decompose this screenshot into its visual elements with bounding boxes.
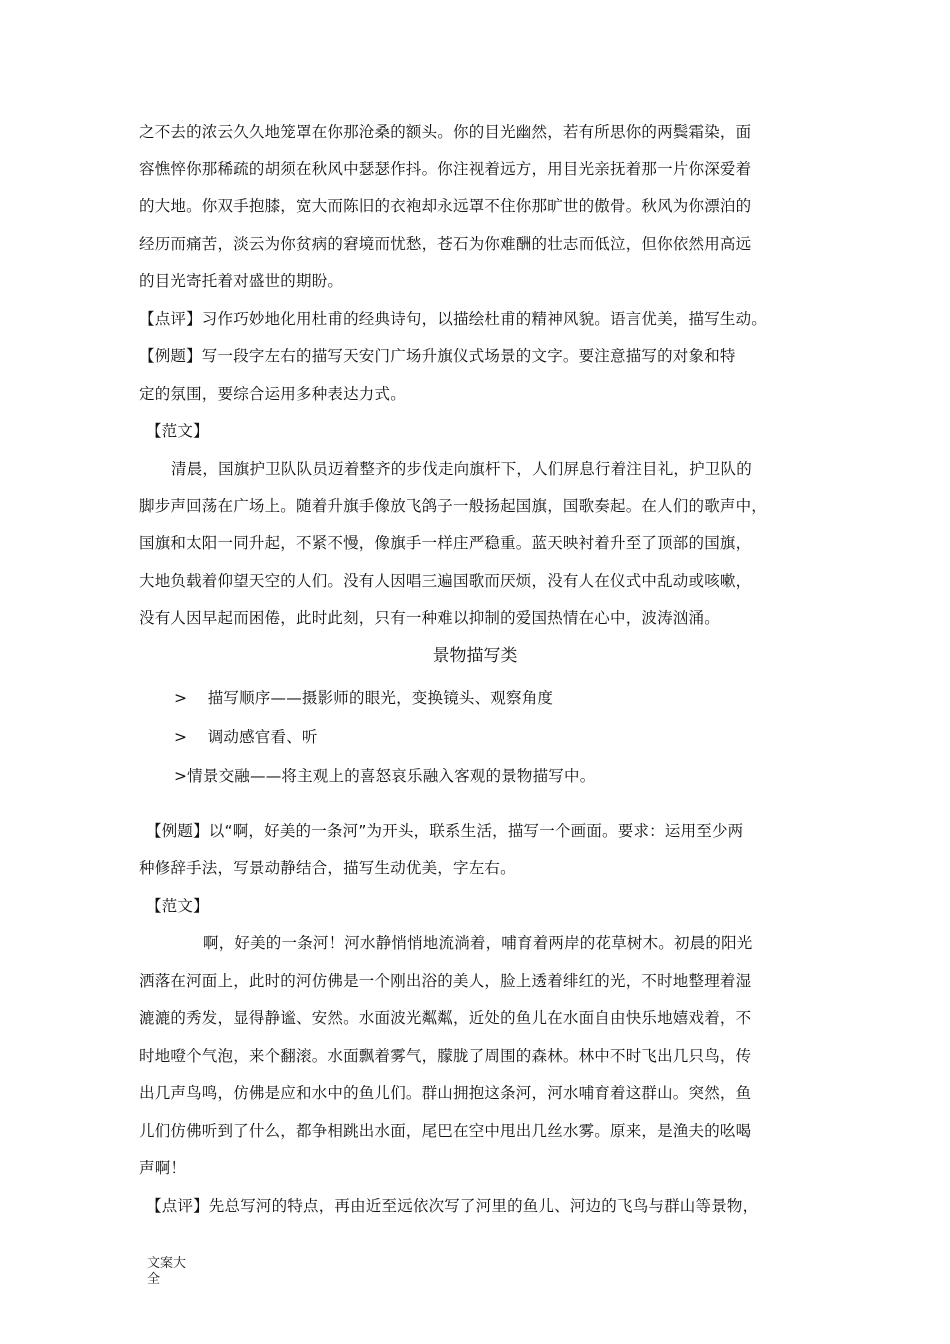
paragraph-line: 啊，好美的一条河！河水静悄悄地流淌着，哺育着两岸的花草树木。初晨的阳光 xyxy=(203,934,753,952)
section-heading: 景物描写类 xyxy=(432,646,518,666)
paragraph-line: 没有人因早起而困倦，此时此刻，只有一种难以抑制的爱国热情在心中，波涛汹涌。 xyxy=(139,609,720,627)
paragraph-line: 声啊！ xyxy=(139,1159,187,1177)
bullet-item: >情景交融——将主观上的喜怒哀乐融入客观的景物描写中。 xyxy=(174,767,596,785)
bullet-item: > 调动感官看、听 xyxy=(174,728,318,746)
paragraph-line: 的目光寄托着对盛世的期盼。 xyxy=(139,272,344,290)
paragraph-line: 经历而痛苦，淡云为你贫病的窘境而忧愁，苍石为你难酬的壮志而低泣，但你依然用高远 xyxy=(139,235,752,253)
paragraph-line: 漉漉的秀发，显得静谧、安然。水面波光粼粼，近处的鱼儿在水面自由快乐地嬉戏着，不 xyxy=(139,1009,752,1027)
paragraph-line: 容憔悴你那稀疏的胡须在秋风中瑟瑟作抖。你注视着远方，用目光亲抚着那一片你深爱着 xyxy=(139,160,752,178)
comment-line: 【点评】先总写河的特点，再由近至远依次写了河里的鱼儿、河边的飞鸟与群山等景物， xyxy=(146,1197,759,1215)
comment-line: 【点评】习作巧妙地化用杜甫的经典诗句，以描绘杜甫的精神风貌。语言优美，描写生动。 xyxy=(139,310,768,328)
example-question-line: 【例题】以“啊，好美的一条河”为开头，联系生活，描写一个画面。要求：运用至少两 xyxy=(146,822,744,840)
model-essay-label: 【范文】 xyxy=(146,897,209,915)
paragraph-line: 儿们仿佛听到了什么，都争相跳出水面，尾巴在空中甩出几丝水雾。原来，是渔夫的吆喝 xyxy=(139,1122,752,1140)
paragraph-line: 时地噔个气泡，来个翻滚。水面飘着雾气，朦胧了周围的森林。林中不时飞出几只鸟，传 xyxy=(139,1047,752,1065)
page-footer: 文案大全 xyxy=(147,1256,187,1287)
paragraph-line: 大地负载着仰望天空的人们。没有人因唱三遍国歌而厌烦，没有人在仪式中乱动或咳嗽， xyxy=(139,572,752,590)
paragraph-line: 清晨，国旗护卫队队员迈着整齐的步伐走向旗杆下，人们屏息行着注目礼，护卫队的 xyxy=(171,460,752,478)
paragraph-line: 之不去的浓云久久地笼罩在你那沧桑的额头。你的目光幽然，若有所思你的两鬓霜染，面 xyxy=(139,123,752,141)
example-question-line: 种修辞手法，写景动静结合，描写生动优美，字左右。 xyxy=(139,859,516,877)
paragraph-line: 国旗和太阳一同升起，不紧不慢，像旗手一样庄严稳重。蓝天映衬着升至了顶部的国旗， xyxy=(139,534,752,552)
model-essay-label: 【范文】 xyxy=(146,422,209,440)
paragraph-line: 洒落在河面上，此时的河仿佛是一个刚出浴的美人，脸上透着绯红的光，不时地整理着湿 xyxy=(139,972,752,990)
paragraph-line: 脚步声回荡在广场上。随着升旗手像放飞鸽子一般扬起国旗，国歌奏起。在人们的歌声中， xyxy=(139,497,768,515)
paragraph-line: 出几声鸟鸣，仿佛是应和水中的鱼儿们。群山拥抱这条河，河水哺育着这群山。突然，鱼 xyxy=(139,1084,752,1102)
example-question-line: 定的氛围，要综合运用多种表达力式。 xyxy=(139,385,406,403)
example-question-line: 【例题】写一段字左右的描写天安门广场升旗仪式场景的文字。要注意描写的对象和特 xyxy=(139,347,736,365)
bullet-item: > 描写顺序——摄影师的眼光，变换镜头、观察角度 xyxy=(174,689,554,707)
paragraph-line: 的大地。你双手抱膝，宽大而陈旧的衣袍却永远罩不住你那旷世的傲骨。秋风为你漂泊的 xyxy=(139,197,752,215)
